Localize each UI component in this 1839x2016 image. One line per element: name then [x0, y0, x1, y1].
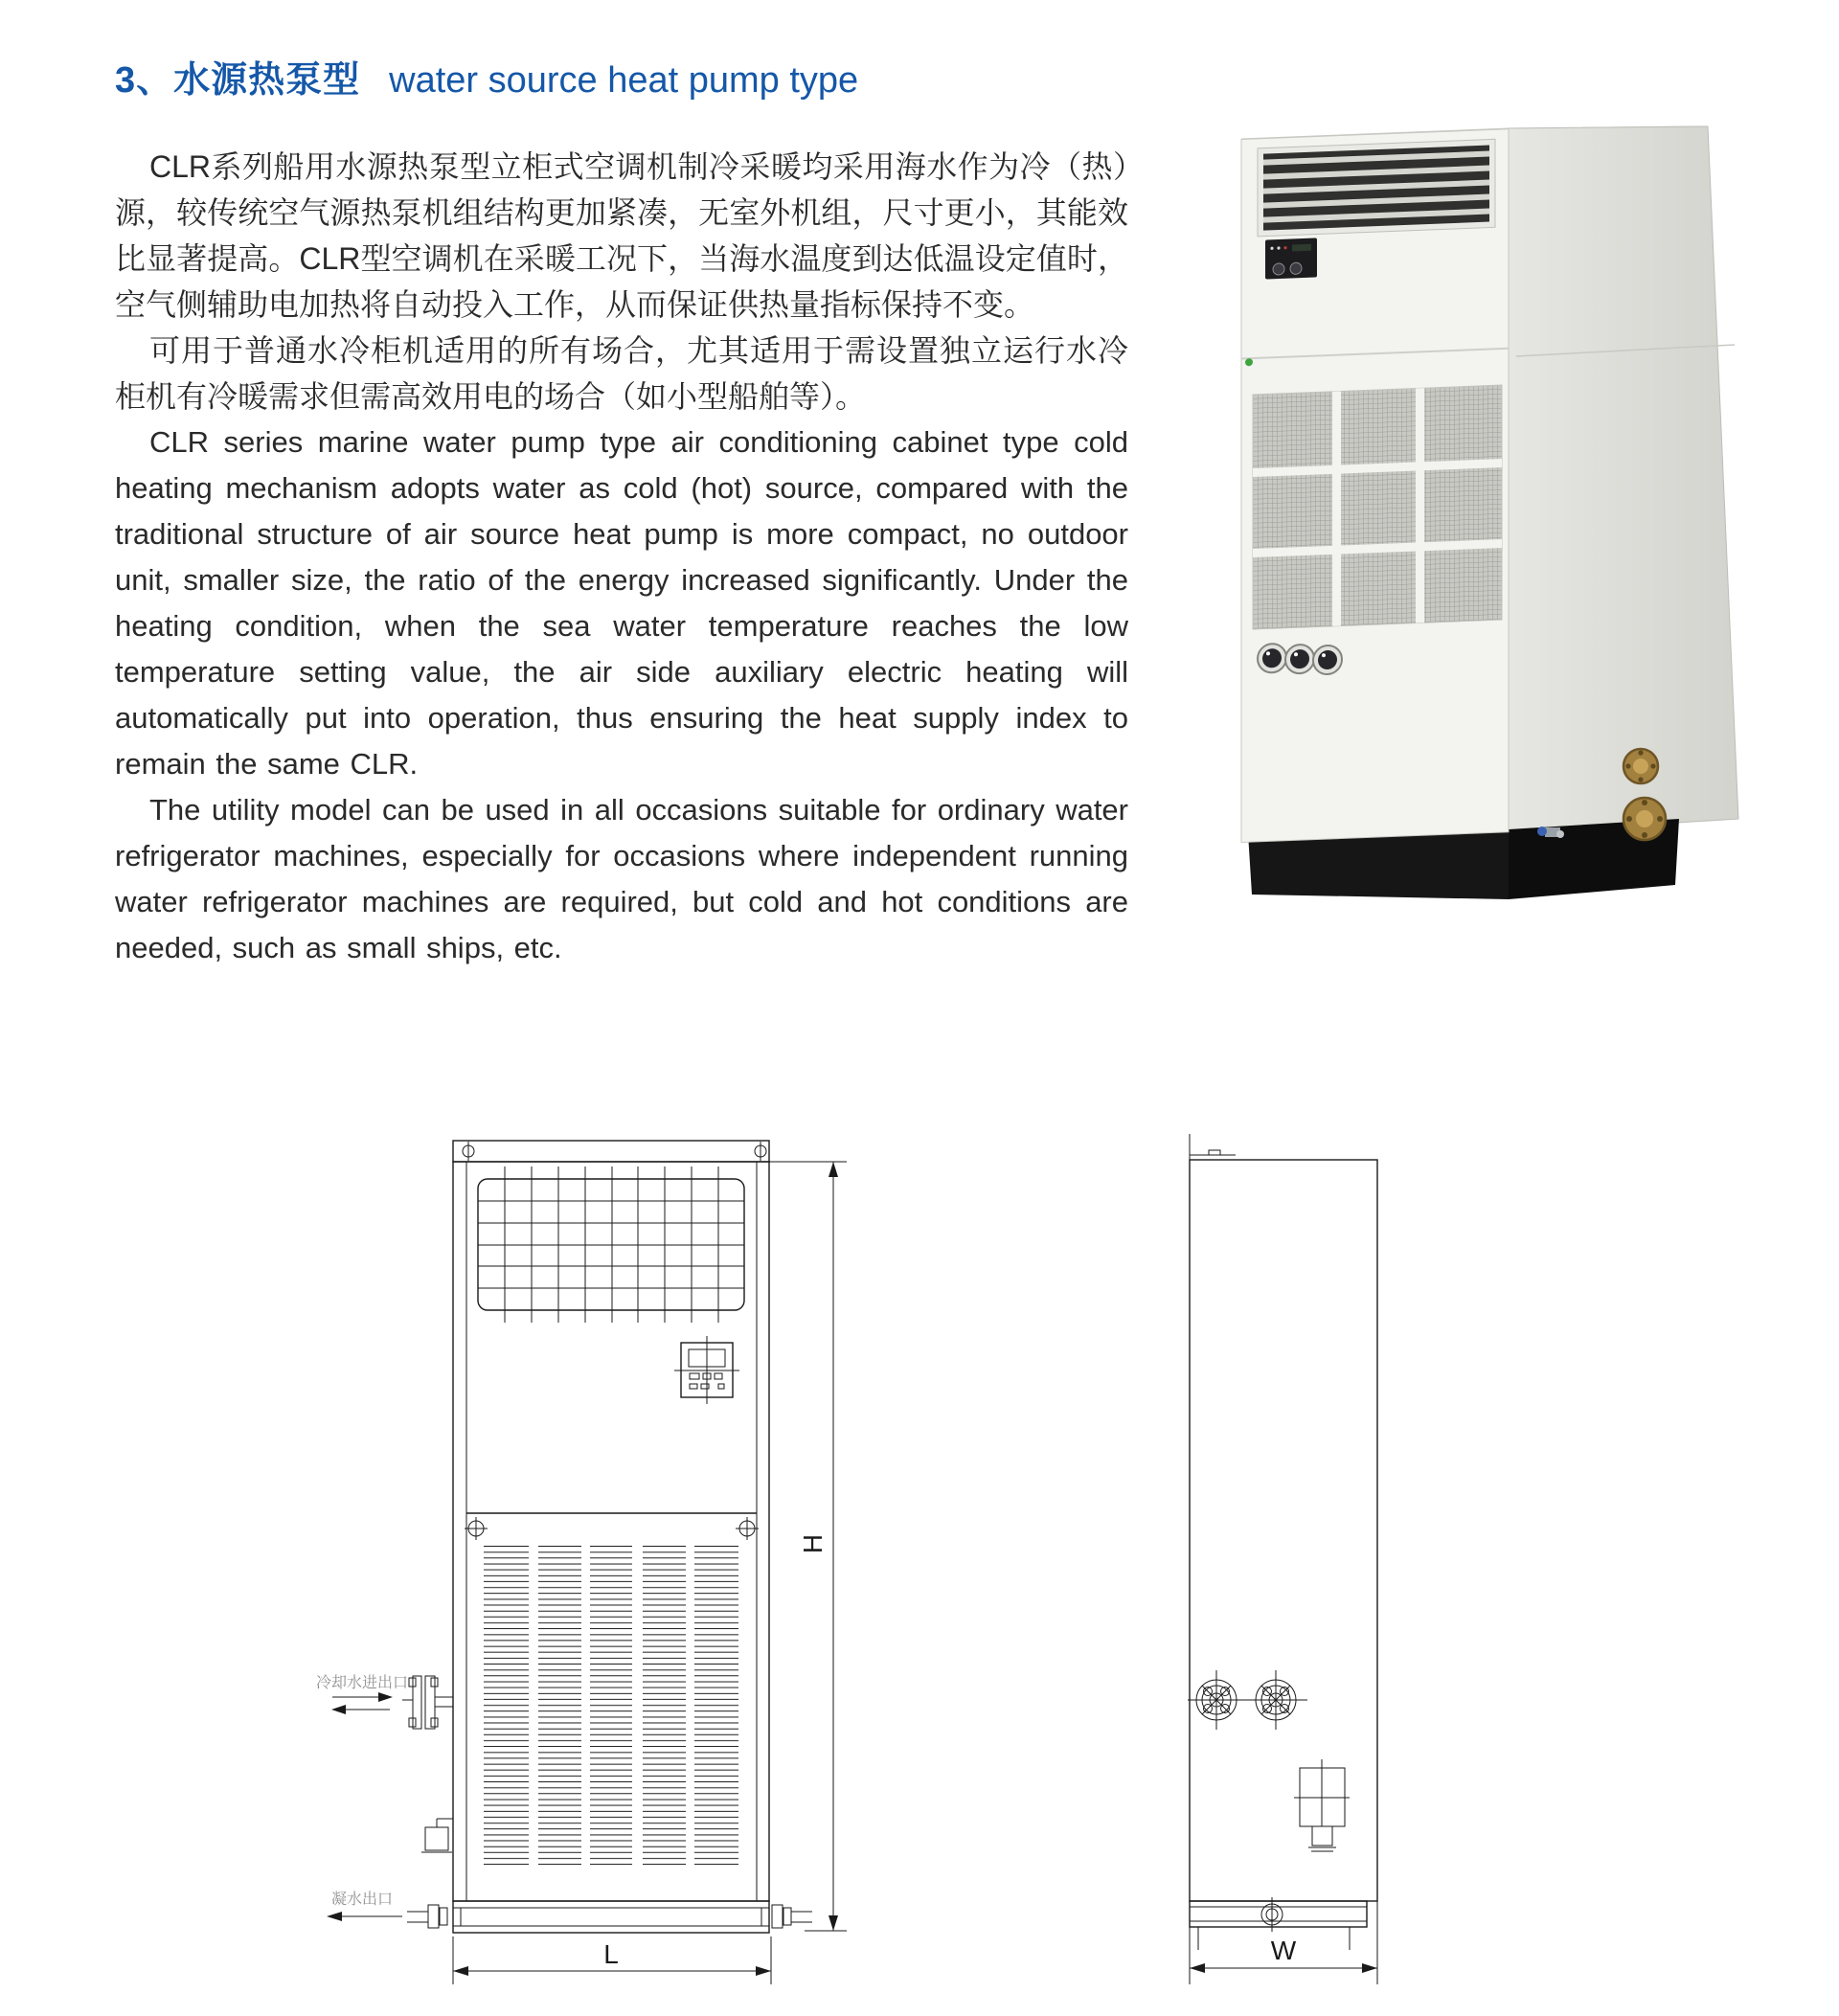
section-heading-zh: 3、水源热泵型: [115, 60, 361, 101]
dim-h-label: H: [798, 1533, 828, 1554]
controller-panel-drawing: [674, 1336, 739, 1404]
cooling-water-label: 冷却水进出口: [315, 1675, 409, 1691]
dimension-length: [453, 1937, 771, 1984]
paragraph-zh-2: 可用于普通水冷柜机适用的所有场合，尤其适用于需设置独立运行水冷柜机有冷暖需求但需高效用电的场合（如小型船舶等）。: [115, 333, 1128, 414]
base-channel-front: [453, 1901, 769, 1933]
dim-w-label: W: [1270, 1936, 1297, 1965]
valve-box: [1294, 1759, 1350, 1851]
dimension-height: [769, 1162, 847, 1931]
cooling-water-flow-arrows: [331, 1692, 393, 1714]
paragraph-en-1: CLR series marine water pump type air conditioning cabinet type cold heating mechanism adopts water as cold (hot) source, compared with the traditional structure of air source heat pump is more compact, no outdoor unit, smaller size, the ratio of the energy increased significantly. Under the heating condition, when the sea water temperature reaches the low temperature setting value, the air side auxiliary electric heating will automatically put into operation, thus ensuring the heat supply index to remain the same CLR.: [115, 425, 1128, 781]
condensate-flow-arrow: [327, 1912, 402, 1921]
paragraph-en-2: The utility model can be used in all occasions suitable for ordinary water refrigerator machines, especially for occasions where independent running water refrigerator machines are required, but cold and hot conditions are needed, such as small ships, etc.: [115, 793, 1128, 964]
front-view-drawing: [316, 1141, 847, 1984]
side-view-drawing: [1188, 1134, 1377, 1984]
paragraph-zh-1: CLR系列船用水源热泵型立柜式空调机制冷采暖均采用海水作为冷（热）源，较传统空气源热泵机组结构更加紧凑，无室外机组，尺寸更小，其能效比显著提高。CLR型空调机在采暖工况下，当海水温度到达低温设定值时，空气侧辅助电加热将自动投入工作，从而保证供热量指标保持不变。: [115, 149, 1128, 322]
condensate-label: 凝水出口: [330, 1891, 394, 1908]
return-air-louvers: [484, 1540, 738, 1871]
junction-box-bracket: [421, 1819, 453, 1852]
cooling-water-flange: [402, 1676, 453, 1729]
panel-screws: [465, 1517, 759, 1540]
pipe-flange-circles: [1188, 1670, 1307, 1730]
condensate-fitting-right: [772, 1905, 812, 1928]
condensate-fitting-left: [407, 1905, 447, 1928]
air-outlet-grille: [478, 1167, 744, 1323]
dim-l-label: L: [603, 1939, 619, 1969]
lifting-lug: [1190, 1134, 1236, 1160]
section-heading-en: water source heat pump type: [389, 60, 859, 101]
